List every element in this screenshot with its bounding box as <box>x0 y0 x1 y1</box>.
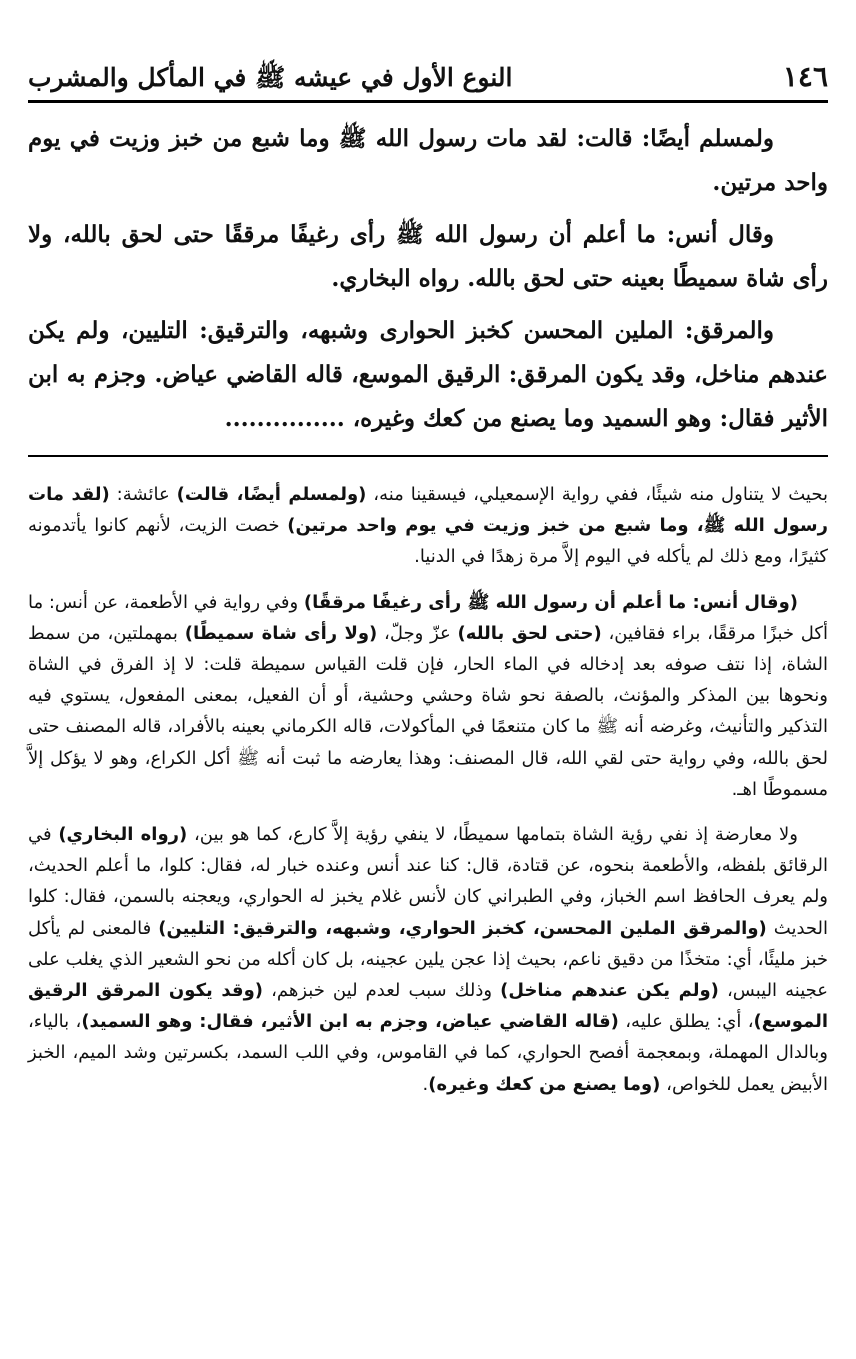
commentary-text-run: خصت الزيت، لأنهم كانوا يأتدمونه كثيرًا، ومع ذلك لم يأكله في اليوم إلاَّ مرة زهدًا في الدنيا. <box>28 515 828 568</box>
commentary-text-run: وذلك سبب لعدم لين خبزهم، <box>263 980 501 1002</box>
running-title: النوع الأول في عيشه ﷺ في المأكل والمشرب <box>28 63 513 92</box>
quoted-matn: (ولمسلم أيضًا، قالت) <box>176 484 367 505</box>
commentary-paragraph-3 <box>28 819 828 1100</box>
commentary-text-run: . <box>422 1073 429 1095</box>
page-header <box>28 52 828 100</box>
page-number: ١٤٦ <box>782 60 828 93</box>
commentary-text-run: عزّ وجلّ، <box>377 622 458 644</box>
quoted-matn: (قاله القاضي عياض، وجزم به ابن الأثير، فقال: وهو السميد) <box>81 1011 619 1033</box>
commentary-paragraph-1 <box>28 479 828 573</box>
quoted-matn: (رواه البخاري) <box>58 824 188 846</box>
commentary-text <box>28 457 828 1100</box>
commentary-text-run: عائشة: <box>109 484 177 505</box>
main-paragraph-3: والمرقق: الملين المحسن كخبز الحوارى وشبهه، والترقيق: التليين، ولم يكن عندهم مناخل، وقد يكون المرقق: الرقيق الموسع، قاله القاضي عياض. وجزم به ابن الأثير فقال: وهو السميد وما يصنع من كعك وغيره، ............... <box>28 317 828 432</box>
quoted-matn: (ولم يكن عندهم مناخل) <box>500 980 719 1002</box>
quoted-matn: (حتى لحق بالله) <box>457 622 602 644</box>
quoted-matn: (لقد مات رسول الله ﷺ، وما شبع من خبز وزيت في يوم واحد مرتين) <box>28 484 828 537</box>
main-paragraph-2: وقال أنس: ما أعلم أن رسول الله ﷺ رأى رغيفًا مرققًا حتى لحق بالله، ولا رأى شاة سميطًا بعينه حتى لحق بالله. رواه البخاري. <box>28 221 828 292</box>
quoted-matn: (ولا رأى شاة سميطًا) <box>184 622 378 644</box>
commentary-text-run: في الرقائق بلفظه، والأطعمة بنحوه، عن قتادة، قال: كنا عند أنس وعنده خبار له، فقال: كلوا، ما أعلم الحديث، ولم يعرف الحافظ اسم الخباز، وفي الطبراني كان لأنس غلام يخبز له الحواري، ويعجنه بالسمن، فقال: كلوا الحديث <box>28 824 829 939</box>
quoted-matn: (وقال أنس: ما أعلم أن رسول الله ﷺ رأى رغيفًا مرققًا) <box>303 591 798 613</box>
commentary-text-run: بحيث لا يتناول منه شيئًا، ففي رواية الإسمعيلي، فيسقينا منه، <box>366 484 828 505</box>
commentary-text-run: ، أي: يطلق عليه، <box>618 1011 754 1033</box>
commentary-paragraph-2 <box>28 587 828 805</box>
commentary-text-run: ، بالياء، وبالدال المهملة، وبمعجمة أفصح الحواري، كما في القاموس، وفي اللب السمد، بكسرتين وشد الميم، الخبز الأبيض يعمل للخواص، <box>28 1011 828 1095</box>
commentary-text-run: ولا معارضة إذ نفي رؤية الشاة بتمامها سميطًا، لا ينفي رؤية إلاَّ كارع، كما هو بين، <box>187 824 798 846</box>
quoted-matn: (والمرقق الملين المحسن، كخبز الحواري، وشبهه، والترقيق: التليين) <box>158 917 767 939</box>
commentary-text-run: بمهملتين، من سمط الشاة، إذا نتف صوفه بعد إدخاله في الماء الحار، فإن قلت القياس سميطة قلت: لا إذ الفرق في الشاة ونحوها بين المذكر والمؤنث، بالصفة نحو شاة وحشي وحشية، أو أن الفعيل، بمعنى المفعول، يستوي فيه التذكير والتأنيث، وغرضه أنه ﷺ ما كان متنعمًا في المأكولات، قاله الكرماني بعينه بالأفراد، قاله المصنف حتى لحق بالله، وفي رواية حتى لقي الله، قال المصنف: وهذا يعارضه ما ثبت أنه ﷺ أكل الكراع، وهو لا يؤكل إلاَّ مسموطًا اهـ. <box>28 622 828 800</box>
commentary-text-run: فالمعنى لم يأكل خبز مليئًا، أي: متخذًا من دقيق ناعم، بحيث إذا عجن يلين عجينه، بل كان أكله من نحو الشعير الذي يغلب على عجينه اليبس، <box>28 917 828 1002</box>
quoted-matn: (وقد يكون المرقق الرقيق الموسع) <box>28 980 829 1033</box>
commentary-text-run: وفي رواية في الأطعمة، عن أنس: ما أكل خبزًا مرققًا، براء فقافين، <box>28 591 829 644</box>
main-text <box>28 103 828 441</box>
quoted-matn: (وما يصنع من كعك وغيره) <box>428 1073 661 1095</box>
main-paragraph-1: ولمسلم أيضًا: قالت: لقد مات رسول الله ﷺ وما شبع من خبز وزيت في يوم واحد مرتين. <box>28 125 828 196</box>
